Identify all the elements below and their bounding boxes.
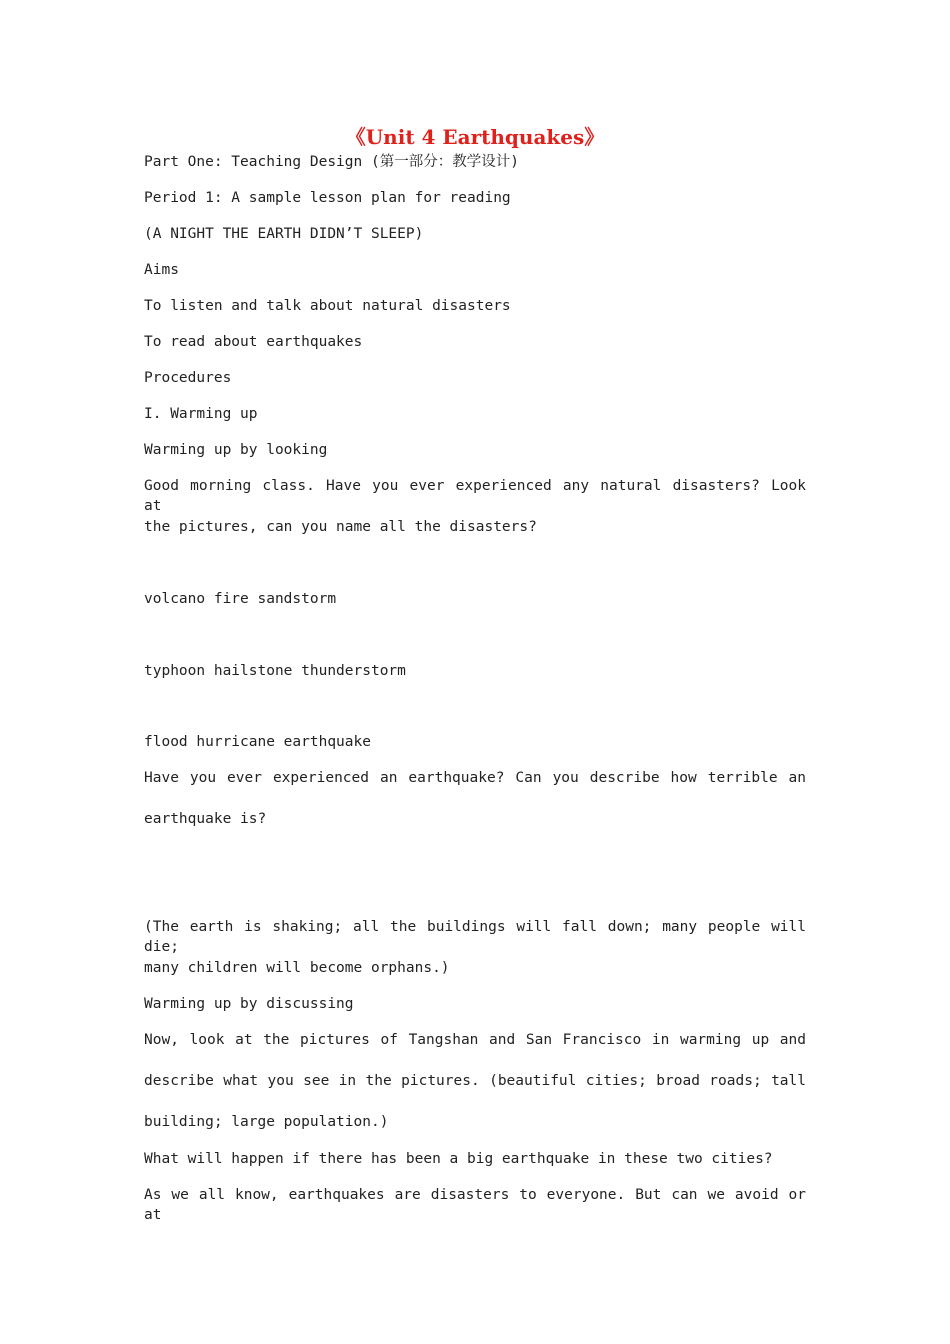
heading-warming-up: I. Warming up <box>144 406 258 422</box>
heading-procedures: Procedures <box>144 370 232 386</box>
paragraph-line: the pictures, can you name all the disasters? <box>144 519 537 535</box>
paragraph-line: What will happen if there has been a big earthquake in these two cities? <box>144 1151 773 1167</box>
paragraph-line: many children will become orphans.) <box>144 960 450 976</box>
subheading-warming-up-looking: Warming up by looking <box>144 442 328 458</box>
subheading-warming-up-discussing: Warming up by discussing <box>144 996 354 1012</box>
text-line-reading-title: (A NIGHT THE EARTH DIDN’T SLEEP) <box>144 226 424 242</box>
paragraph-line: (The earth is shaking; all the buildings will fall down; many people will die; <box>144 919 806 955</box>
paragraph-line: Good morning class. Have you ever experienced any natural disasters? Look at <box>144 478 806 514</box>
disaster-list-line: typhoon hailstone thunderstorm <box>144 663 406 679</box>
paragraph-line: describe what you see in the pictures. (beautiful cities; broad roads; tall <box>144 1073 806 1089</box>
paragraph-line: Now, look at the pictures of Tangshan and San Francisco in warming up and <box>144 1032 806 1048</box>
text-line-period: Period 1: A sample lesson plan for reading <box>144 190 511 206</box>
paragraph-line: earthquake is? <box>144 811 267 827</box>
heading-aims: Aims <box>144 262 179 278</box>
text-line-aim-2: To read about earthquakes <box>144 334 363 350</box>
paragraph-line: As we all know, earthquakes are disasters to everyone. But can we avoid or at <box>144 1187 806 1223</box>
text-line-part-one: Part One: Teaching Design (第一部分：教学设计) <box>144 154 519 170</box>
paragraph-line: building; large population.) <box>144 1114 389 1130</box>
paragraph-line: Have you ever experienced an earthquake? Can you describe how terrible an <box>144 770 806 786</box>
document-title: 《Unit 4 Earthquakes》 <box>345 125 605 149</box>
disaster-list-line: volcano fire sandstorm <box>144 591 337 607</box>
disaster-list-line: flood hurricane earthquake <box>144 734 371 750</box>
text-line-aim-1: To listen and talk about natural disasters <box>144 298 511 314</box>
